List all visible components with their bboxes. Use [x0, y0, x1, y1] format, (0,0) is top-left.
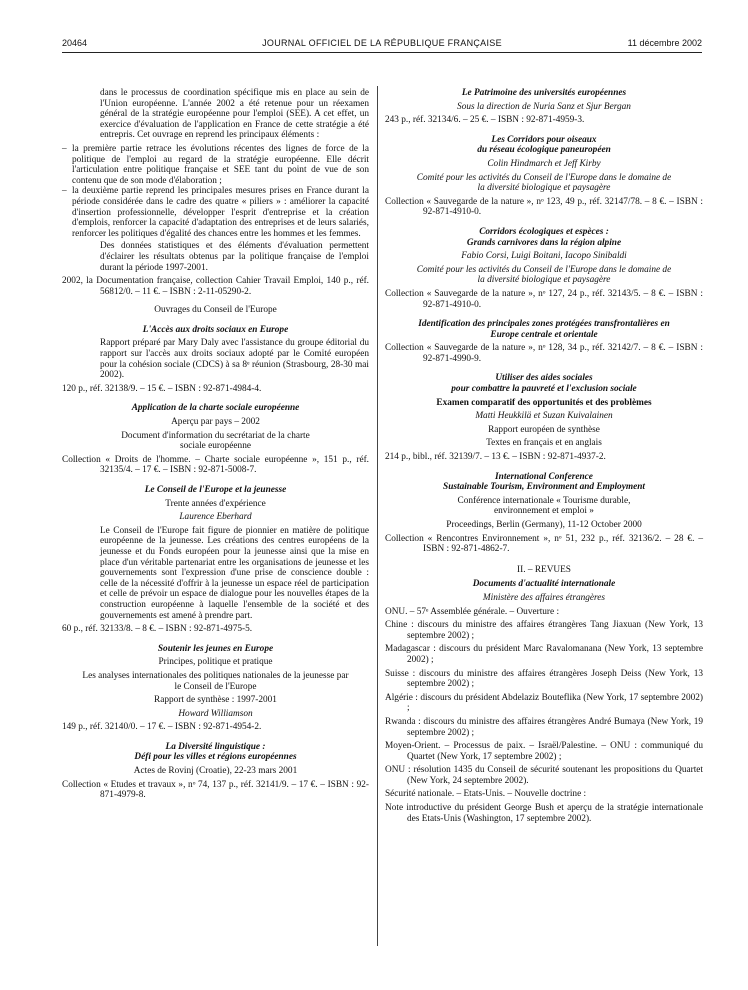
reference-line: Collection « Sauvegarde de la nature », nᵒ 128, 34 p., réf. 32142/7. – 8 €. – ISBN : 92-871-4990-9. [385, 343, 703, 364]
work-proceedings: Proceedings, Berlin (Germany), 11-12 October 2000 [446, 520, 642, 530]
reference-line: 149 p., réf. 32140/0. – 17 €. – ISBN : 92-871-4954-2. [62, 722, 262, 733]
work-title: Application de la charte sociale européenne [131, 403, 300, 414]
list-item: Sécurité nationale. – Etats-Unis. – Nouvelle doctrine : [385, 789, 587, 800]
reference-line: Collection « Etudes et travaux », nᵒ 74, 137 p., réf. 32141/9. – 17 €. – ISBN : 92-871-4979-8. [62, 779, 369, 801]
work-title: Identification des principales zones protégées transfrontalières en Europe centrale et orientale [418, 319, 670, 340]
issue-date: 11 décembre 2002 [627, 38, 702, 48]
work-description: Les analyses internationales des politiques nationales de la jeunesse par le Conseil de l'Europe [82, 670, 349, 692]
list-item: Madagascar : discours du président Marc Ravalomanana (New York, 13 septembre 2002) ; [385, 644, 703, 665]
work-title: du réseau écologique paneuropéen [477, 145, 611, 156]
section-heading: II. – REVUES [517, 564, 571, 575]
list-item: ONU : résolution 1435 du Conseil de sécurité soutenant les propositions du Quartet (New York, 24 septembre 2002). [385, 765, 703, 786]
bullet-text: la deuxième partie reprend les principales mesures prises en France durant la période considérée dans le cadre des quatre « piliers » : améliorer la capacité d'insertion professionnelle, développer l'esprit d'entreprise et la création d'emplois, renforcer la capacité d'adaptation des entreprises et de leurs salariés, renforcer les politiques d'égalité des chances entre les hommes et les femmes. [72, 186, 369, 239]
list-item: Rwanda : discours du ministre des affaires étrangères André Bumaya (New York, 19 septembre 2002) ; [385, 716, 703, 738]
page-header [62, 38, 702, 52]
work-title: Documents d'actualité internationale [472, 579, 616, 590]
header-rule [62, 52, 702, 53]
list-item: ONU. – 57ᵉ Assemblée générale. – Ouverture : [385, 606, 560, 617]
work-subtitle: Principes, politique et pratique [158, 657, 273, 668]
list-item: Chine : discours du ministre des affaires étrangères Tang Jiaxuan (New York, 13 septembre 2002) ; [385, 620, 703, 641]
reference-line: Collection « Droits de l'homme. – Charte sociale européenne », 151 p., réf. 32135/4. – 17 €. – ISBN : 92-871-5008-7. [62, 454, 369, 476]
reference-line: 120 p., réf. 32138/9. – 15 €. – ISBN : 92-871-4984-4. [62, 383, 262, 394]
work-title: Grands carnivores dans la région alpine [466, 237, 622, 248]
bullet-text: la première partie retrace les évolutions récentes des lignes de force de la politique de l'emploi au regard de la stratégie européenne. Elle décrit l'articulation entre politique française et SEE tant du point de vue de son contenu que de son mode d'élaboration ; [72, 143, 369, 186]
reference-line: 214 p., bibl., réf. 32139/7. – 13 €. – ISBN : 92-871-4937-2. [385, 452, 606, 463]
work-description: Document d'information du secrétariat de la charte sociale européenne [121, 430, 310, 452]
work-title: Sustainable Tourism, Environment and Employment [443, 482, 645, 493]
work-title: Utiliser des aides sociales [495, 373, 593, 384]
work-report-type: Rapport européen de synthèse [488, 424, 600, 435]
work-title: Corridors écologiques et espèces : [479, 226, 609, 237]
work-description: Rapport préparé par Mary Daly avec l'assistance du groupe éditorial du rapport sur l'accès aux droits sociaux adopté par le Comité européen pour la cohésion sociale (CDCS) à sa 8ᵉ réunion (Strasbourg, 28-30 mai 2002). [100, 338, 369, 381]
work-author: Colin Hindmarch et Jeff Kirby [487, 158, 601, 169]
work-author: Fabio Corsi, Luigi Boitani, Iacopo Sinibaldi [461, 251, 627, 262]
work-title: pour combattre la pauvreté et l'exclusion sociale [451, 384, 637, 395]
list-item: Suisse : discours du ministre des affaires étrangères Joseph Deiss (New York, 13 septembre 2002) ; [385, 668, 703, 690]
reference-line: Collection « Sauvegarde de la nature », nᵒ 123, 49 p., réf. 32147/78. – 8 €. – ISBN : 92-871-4910-0. [385, 196, 703, 218]
work-title: Le Conseil de l'Europe et la jeunesse [144, 485, 287, 495]
left-column [62, 88, 369, 804]
column-divider [377, 86, 378, 946]
work-subtitle: Actes de Rovinj (Croatie), 22-23 mars 2001 [133, 766, 298, 777]
work-title: L'Accès aux droits sociaux en Europe [142, 324, 289, 335]
right-column [385, 88, 703, 827]
work-author: Howard Williamson [178, 708, 253, 719]
intro-paragraph: Des données statistiques et des éléments d'évaluation permettent d'éclairer les résultats obtenus par la politique française de l'emploi durant la période 1997-2001. [100, 241, 369, 273]
work-author: Matti Heukkilä et Suzan Kuivalainen [475, 411, 613, 422]
work-subtitle: Conférence internationale « Tourisme durable, environnement et emploi » [457, 495, 631, 517]
list-item: Note introductive du président George Bush et aperçu de la stratégie internationale des Etats-Unis (Washington, 17 septembre 2002). [385, 803, 703, 824]
work-subtitle: Trente années d'expérience [165, 498, 266, 509]
work-title: International Conference [495, 471, 593, 482]
list-item: Algérie : discours du président Abdelaziz Bouteflika (New York, 17 septembre 2002) ; [385, 692, 703, 714]
work-title: La Diversité linguistique : [165, 741, 266, 752]
work-author: Laurence Eberhard [179, 512, 252, 523]
work-title: Défi pour les villes et régions européennes [134, 752, 297, 763]
reference-line: 243 p., réf. 32134/6. – 25 €. – ISBN : 92-871-4959-3. [385, 115, 585, 126]
work-title: Le Patrimoine des universités européennes [461, 88, 627, 98]
work-report-type: Rapport de synthèse : 1997-2001 [154, 695, 277, 706]
reference-line: Collection « Sauvegarde de la nature », nᵒ 127, 24 p., réf. 32143/5. – 8 €. – ISBN : 92-871-4910-0. [385, 288, 703, 310]
list-item: Moyen-Orient. – Processus de paix. – Israël/Palestine. – ONU : communiqué du Quartet (New York, 17 septembre 2002) ; [385, 741, 703, 762]
journal-title: JOURNAL OFFICIEL DE LA RÉPUBLIQUE FRANÇAISE [262, 38, 502, 48]
work-description: Le Conseil de l'Europe fait figure de pionnier en matière de politique européenne de la jeunesse. Les créations des centres européens de la jeunesse et du Fonds européen pour la jeunesse ainsi que la mise en place d'un véritable partenariat entre les organisations de jeunesse et les gouvernements sont l'expression d'une prise de conscience double : celle de la nécessité d'offrir à la jeunesse un espace réel de participation et celle de prévoir un espace de dialogue pour les nouvelles étapes de la construction européenne à laquelle l'ensemble de la société et des gouvernements est amené à prendre part. [100, 525, 369, 621]
bullet-item: – la deuxième partie reprend les principales mesures prises en France durant la période considérée dans le cadre des quatre « piliers » : améliorer la capacité d'insertion professionnelle, développer l'esprit d'entreprise et la création d'emplois, renforcer la capacité d'adaptation des entreprises et de leurs salariés, renforcer les politiques d'égalité des chances entre les hommes et les femmes. [62, 186, 369, 239]
section-heading: Ouvrages du Conseil de l'Europe [154, 305, 277, 316]
page-number: 20464 [62, 38, 88, 48]
work-title: Soutenir les jeunes en Europe [157, 643, 274, 654]
intro-paragraph: dans le processus de coordination spécifique mis en place au sein de l'Union européenne. L'année 2002 a été retenue pour un réexamen général de la stratégie européenne pour l'emploi (SEE). A cet effet, un exercice d'évaluation de l'application en France de cette stratégie a été entrepris. Cet ouvrage en reprend les principaux éléments : [100, 88, 369, 141]
reference-line: 2002, la Documentation française, collection Cahier Travail Emploi, 140 p., réf. 56812/0. – 11 €. – ISBN : 2-11-05290-2. [62, 276, 369, 297]
work-title: Les Corridors pour oiseaux [491, 134, 597, 145]
reference-line: Collection « Rencontres Environnement », nᵒ 51, 232 p., réf. 32136/2. – 28 €. – ISBN : 92-871-4862-7. [385, 533, 703, 555]
reference-line: 60 p., réf. 32133/8. – 8 €. – ISBN : 92-871-4975-5. [62, 624, 253, 635]
bullet-item: – la première partie retrace les évolutions récentes des lignes de force de la politique de l'emploi au regard de la stratégie européenne. Elle décrit l'articulation entre politique française et SEE tant du point de vue de son contenu que de son mode d'élaboration ; [62, 143, 369, 186]
work-subtitle: Aperçu par pays – 2002 [171, 417, 260, 428]
work-editors: Sous la direction de Nuria Sanz et Sjur Bergan [457, 101, 631, 112]
committee-line: Comité pour les activités du Conseil de l'Europe dans le domaine de la diversité biologique et paysagère [416, 264, 672, 286]
committee-line: Comité pour les activités du Conseil de l'Europe dans le domaine de la diversité biologique et paysagère [416, 172, 672, 194]
work-language-note: Textes en français et en anglais [486, 438, 602, 449]
ministry-line: Ministère des affaires étrangères [482, 592, 606, 603]
work-subtitle: Examen comparatif des opportunités et des problèmes [436, 397, 652, 408]
